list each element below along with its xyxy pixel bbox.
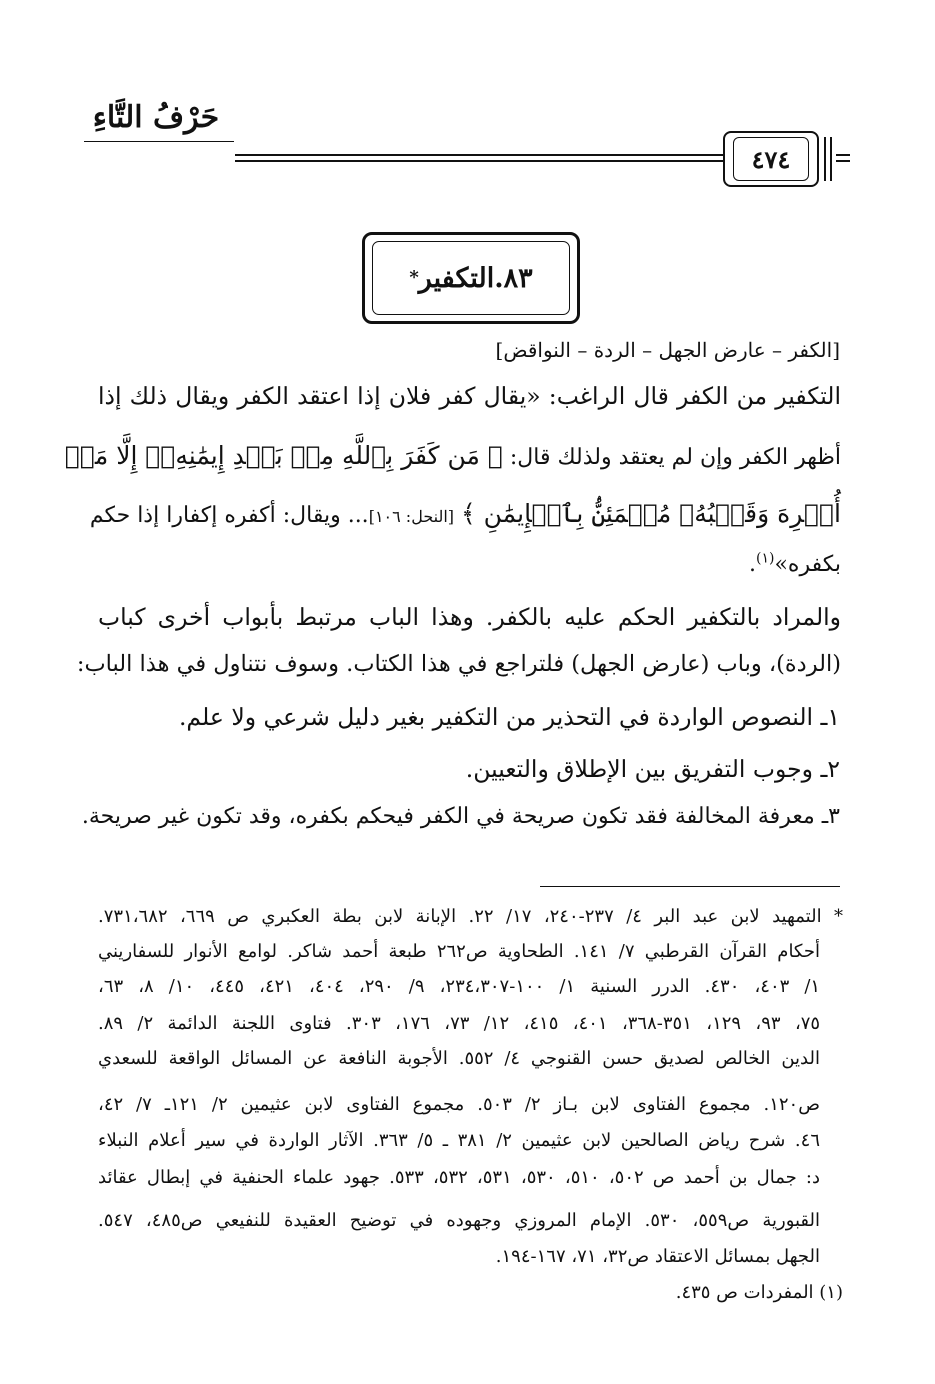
footnote-star-line: د: جمال بن أحمد ص ٥٠٢، ٥١٠، ٥٣٠، ٥٣١، ٥٣٢، ٥٣٣. جهود علماء الحنفية في إبطال عقائد xyxy=(98,1167,821,1188)
footnote-star-line: الدين الخالص لصديق حسن القنوجي ٤/ ٥٥٢. الأجوبة النافعة عن المسائل الواقعة للسعدي xyxy=(98,1048,820,1069)
header-bar-2 xyxy=(830,137,832,181)
footnote-star-line: ٤٦. شرح رياض الصالحين لابن عثيمين ٢/ ٣٨١ ـ ٥/ ٣٦٣. الآثار الواردة في سير أعلام النبلاء xyxy=(98,1130,820,1151)
quran-reference: [النحل: ١٠٦] xyxy=(368,507,455,526)
paragraph-1-text: أظهر الكفر وإن لم يعتقد ولذلك قال: xyxy=(509,445,841,470)
quran-verse-part-1: ﴿ مَن كَفَرَ بِٱللَّهِ مِنۢ بَعۡدِ إِيمَٰنِهِۦٓ إِلَّا مَنۡ xyxy=(64,441,503,470)
page-number: ٤٧٤ xyxy=(733,137,809,181)
paragraph-1-period: . xyxy=(749,552,756,577)
footnote-star-line: القبورية ص٥٥٩، ٥٣٠. الإمام المروزي وجهوده في توضيح العقيدة للنفيعي ص٤٨٥، ٥٤٧. xyxy=(98,1210,821,1231)
footnote-ref-1: (١) xyxy=(756,550,775,567)
entry-keywords: [الكفر – عارض الجهل – الردة – النواقض] xyxy=(495,338,840,362)
list-item: ٢ـ وجوب التفريق بين الإطلاق والتعيين. xyxy=(465,755,840,783)
entry-title: ٨٣.التكفير xyxy=(418,262,533,294)
footnote-star-line: ٧٥، ٩٣، ١٢٩، ٣٥١-٣٦٨، ٤٠١، ٤١٥، ١٢/ ٧٣، ١٧٦، ٣٠٣. فتاوى اللجنة الدائمة ٢/ ٨٩. xyxy=(98,1013,821,1034)
paragraph-1-continuation: ... ويقال: أكفره إكفارا إذا حكم xyxy=(89,503,369,528)
footnote-separator xyxy=(540,886,840,887)
paragraph-1-line-3 xyxy=(89,494,841,537)
footnote-1: (١) المفردات ص ٤٣٥. xyxy=(675,1282,843,1303)
paragraph-1-end: بكفره» xyxy=(774,552,841,577)
list-item: ٣ـ معرفة المخالفة فقد تكون صريحة في الكفر فيحكم بكفره، وقد تكون غير صريحة. xyxy=(81,804,840,829)
paragraph-1-line-1: التكفير من الكفر قال الراغب: «يقال كفر فلان إذا اعتقد الكفر ويقال ذلك إذا xyxy=(98,382,841,410)
header-rule-bottom xyxy=(235,160,723,162)
header-bar-1 xyxy=(824,137,826,181)
paragraph-2-line-1: والمراد بالتكفير الحكم عليه بالكفر. وهذا الباب مرتبط بأبواب أخرى كباب xyxy=(98,603,841,631)
footnote-star-line: * التمهيد لابن عبد البر ٤/ ٢٣٧-٢٤٠، ١٧/ ٢٢. الإبانة لابن بطة العكبري ص ٦٦٩، ٧٣١،٦٨٢. xyxy=(98,906,843,927)
header-dash-bottom xyxy=(836,160,850,162)
footnote-star-line: الجهل بمسائل الاعتقاد ص٣٢، ٧١، ١٦٧-١٩٤. xyxy=(495,1246,820,1267)
paragraph-1-line-4 xyxy=(98,545,841,585)
footnote-star-line: أحكام القرآن القرطبي ٧/ ١٤١. الطحاوية ص٢٦٢ طبعة أحمد شاكر. لوامع الأنوار للسفاريني xyxy=(98,941,821,962)
header-dash-top xyxy=(836,154,850,156)
footnote-star-line: ١/ ٤٠٣، ٤٣٠. الدرر السنية ١/ ١٠٠-٢٣٤،٣٠٧، ٩/ ٢٩٠، ٤٠٤، ٤٢١، ٤٤٥، ١٠/ ٨، ٦٣، xyxy=(98,976,821,997)
entry-title-box: ٨٣.التكفير * xyxy=(372,241,570,315)
paragraph-2-line-2: (الردة)، وباب (عارض الجهل) فلتراجع في هذا الكتاب. وسوف نتناول في هذا الباب: xyxy=(76,651,841,677)
list-item: ١ـ النصوص الواردة في التحذير من التكفير بغير دليل شرعي ولا علم. xyxy=(178,703,840,731)
paragraph-1-line-2 xyxy=(64,436,841,478)
footnote-star-line: ص١٢٠. مجموع الفتاوى لابن بـاز ٢/ ٥٠٣. مجموع الفتاوى لابن عثيمين ٢/ ١٢١ـ ٧/ ٤٢، xyxy=(98,1094,820,1115)
header-underline xyxy=(84,141,234,142)
header-rule-top xyxy=(235,154,723,156)
quran-verse-part-2: أُكۡرِهَ وَقَلۡبُهُۥ مُطۡمَئِنُّۢ بِٱلۡإِيمَٰنِ ﴾ xyxy=(461,499,841,528)
chapter-title: حَرْفُ التَّاءِ xyxy=(92,100,220,135)
